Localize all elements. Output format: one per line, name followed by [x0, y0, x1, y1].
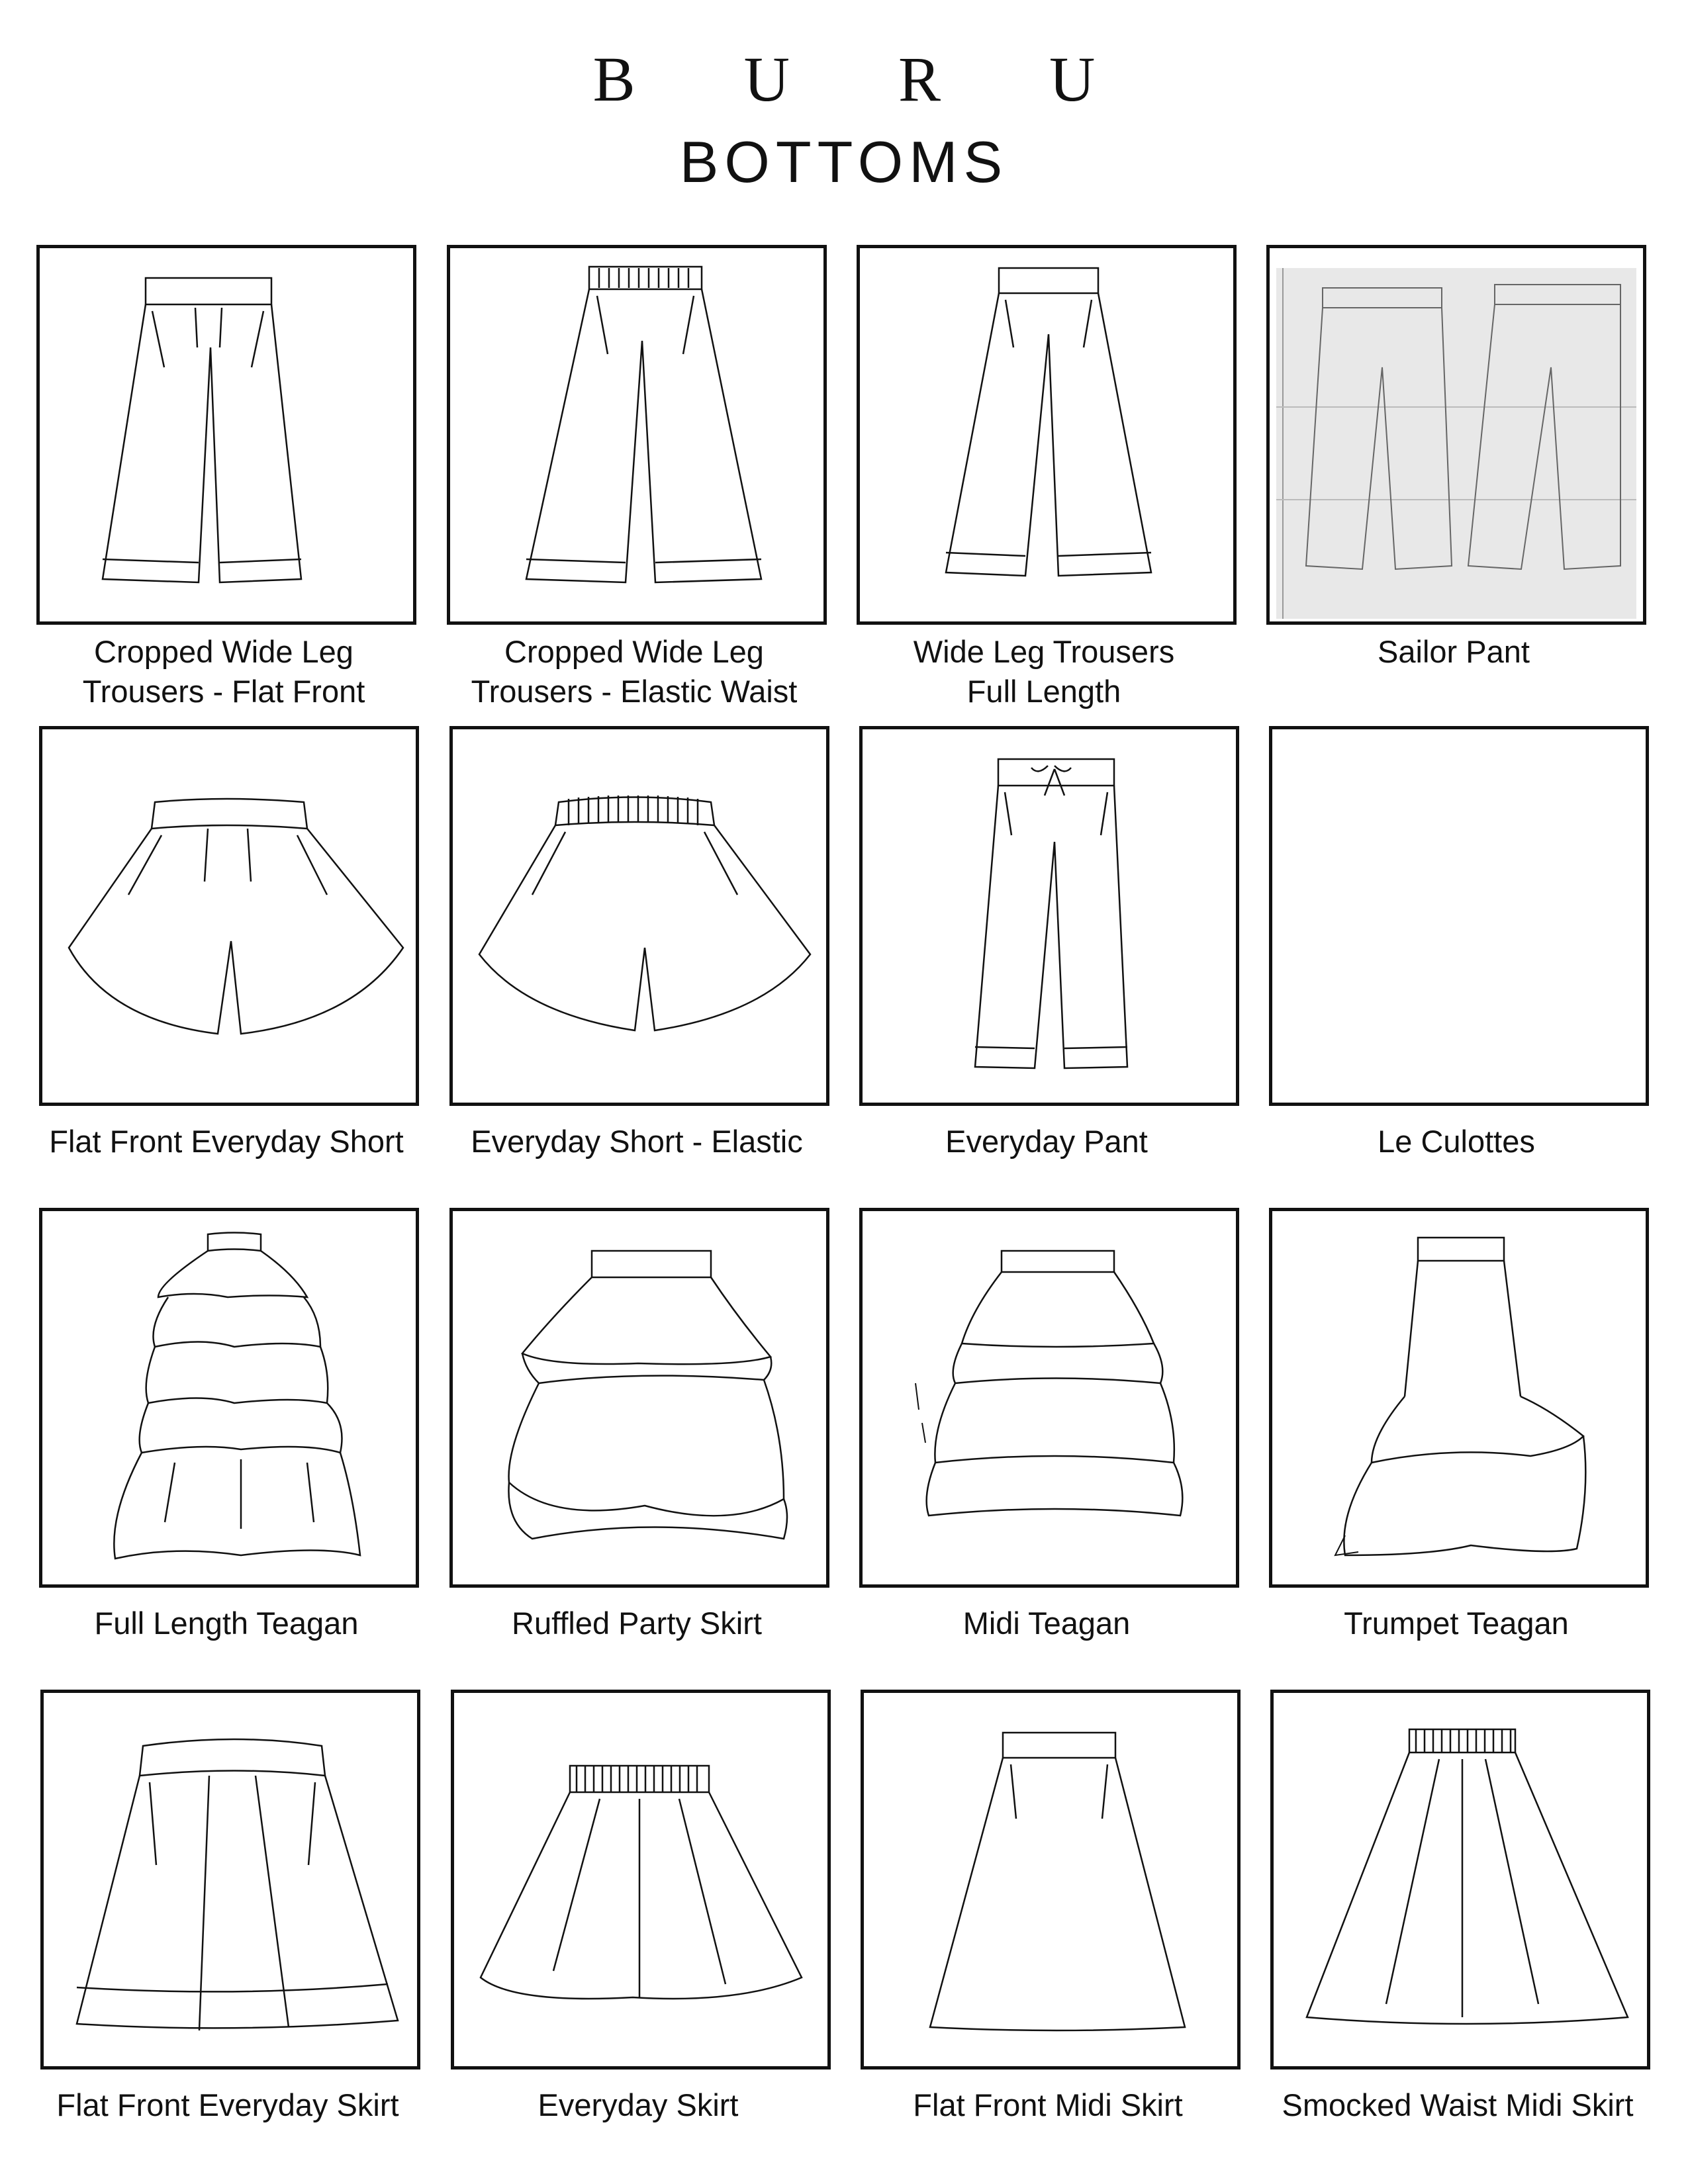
garment-caption: Everyday Short - Elastic [471, 1124, 803, 1159]
garment-caption: Trumpet Teagan [1344, 1606, 1569, 1641]
cropped-trouser-elastic-waist-sketch-icon [447, 245, 827, 625]
tiered-midi-skirt-sketch-icon [859, 1208, 1239, 1588]
garment-caption: Ruffled Party Skirt [512, 1606, 762, 1641]
flat-front-short-sketch-icon [39, 726, 419, 1106]
garment-caption: Cropped Wide Leg Trousers - Flat Front [82, 634, 365, 709]
garment-caption: Sailor Pant [1378, 634, 1530, 669]
smocked-midi-skirt-sketch-icon [1270, 1690, 1650, 2070]
elastic-short-sketch-icon [449, 726, 829, 1106]
flat-front-midi-skirt-sketch-icon [861, 1690, 1241, 2070]
everyday-pant-sketch-icon [859, 726, 1239, 1106]
trumpet-skirt-sketch-icon [1269, 1208, 1649, 1588]
garment-caption: Midi Teagan [962, 1606, 1131, 1641]
wide-leg-trouser-sketch-icon [857, 245, 1237, 625]
page-title: BOTTOMS [679, 129, 1009, 195]
flat-front-skirt-sketch-icon [40, 1690, 420, 2070]
garment-caption: Smocked Waist Midi Skirt [1282, 2087, 1634, 2122]
brand-logo: B U R U [592, 44, 1142, 114]
garment-caption: Flat Front Midi Skirt [913, 2087, 1183, 2122]
cropped-trouser-flat-front-sketch-icon [36, 245, 416, 625]
garment-caption: Everyday Pant [945, 1124, 1148, 1159]
garment-caption: Flat Front Everyday Skirt [56, 2087, 399, 2122]
garment-caption: Full Length Teagan [94, 1606, 359, 1641]
ruffled-skirt-sketch-icon [449, 1208, 829, 1588]
tiered-long-skirt-sketch-icon [39, 1208, 419, 1588]
garment-caption: Le Culottes [1378, 1124, 1535, 1159]
garment-caption: Everyday Skirt [538, 2087, 739, 2122]
garment-caption: Flat Front Everyday Short [49, 1124, 404, 1159]
sailor-pant-pencil-sketch-icon [1266, 245, 1646, 625]
empty-frame [1269, 726, 1649, 1106]
elastic-skirt-sketch-icon [451, 1690, 831, 2070]
garment-caption: Cropped Wide Leg Trousers - Elastic Waist [471, 634, 798, 709]
garment-caption: Wide Leg Trousers Full Length [913, 634, 1175, 709]
